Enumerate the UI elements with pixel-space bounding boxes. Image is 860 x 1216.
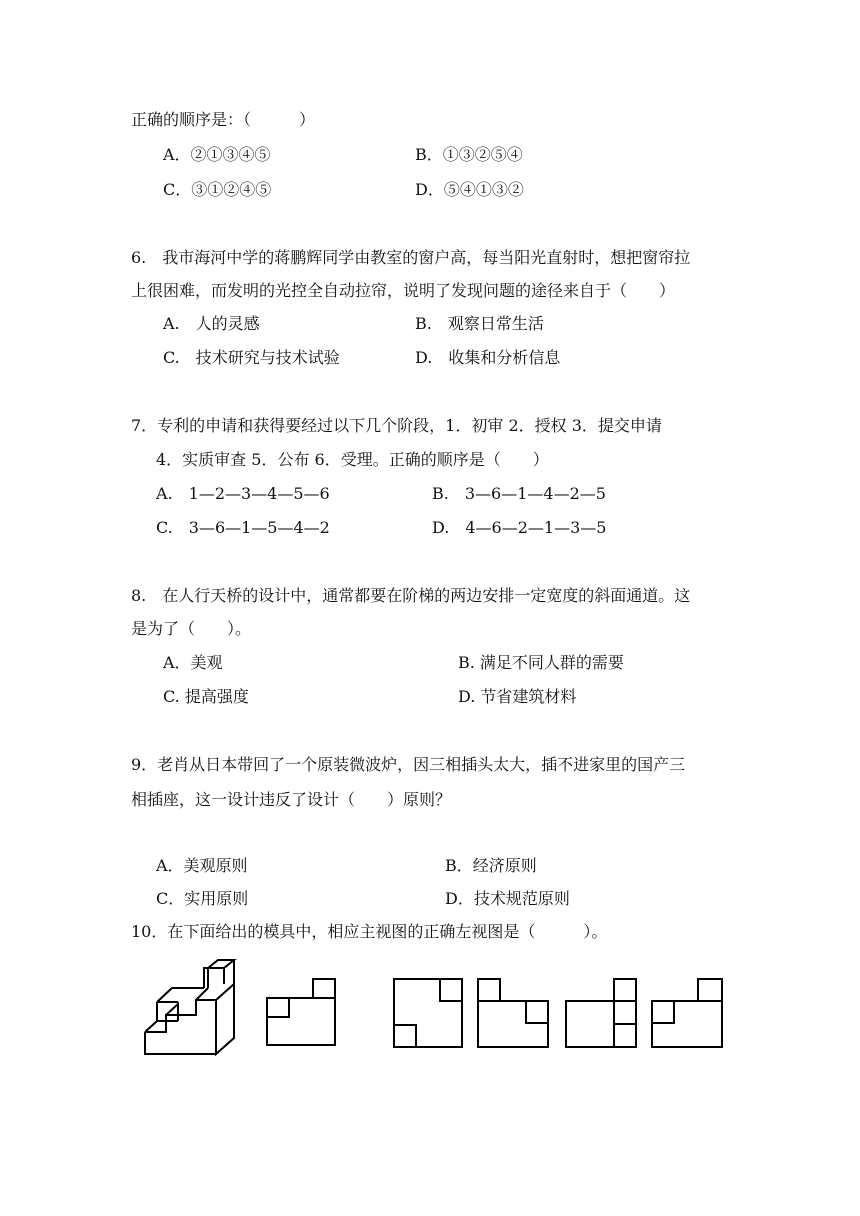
q6-option-a[interactable]: A. 人的灵感 [163, 314, 260, 333]
q5-option-a[interactable]: A．②①③④⑤ [163, 145, 271, 164]
q6-stem-line1: 6. 我市海河中学的蒋鹏辉同学由教室的窗户高，每当阳光直射时，想把窗帘拉 [131, 248, 691, 267]
q8-option-a[interactable]: A．美观 [163, 653, 223, 672]
q7-option-d[interactable]: D. 4—6—2—1—3—5 [432, 518, 607, 537]
q8-option-c[interactable]: C. 提高强度 [163, 687, 249, 706]
q10-stem: 10．在下面给出的模具中，相应主视图的正确左视图是（ ）。 [131, 922, 608, 941]
mold-isometric-figure [142, 958, 242, 1058]
left-view-option-3-figure[interactable] [564, 977, 638, 1049]
q9-option-c[interactable]: C．实用原则 [156, 889, 249, 908]
front-view-figure [265, 977, 337, 1047]
q5-option-b[interactable]: B．①③②⑤④ [415, 145, 523, 164]
left-view-option-1-figure[interactable] [392, 977, 464, 1049]
q7-option-c[interactable]: C. 3—6—1—5—4—2 [156, 518, 330, 537]
q9-option-d[interactable]: D．技术规范原则 [445, 889, 570, 908]
q7-stem-line2: 4．实质审查 5．公布 6．受理。正确的顺序是（ ） [156, 450, 549, 469]
q6-stem-line2: 上很困难，而发明的光控全自动拉帘，说明了发现问题的途径来自于（ ） [131, 281, 676, 300]
q7-option-b[interactable]: B. 3—6—1—4—2—5 [432, 484, 606, 503]
q9-stem-line2: 相插座，这一设计违反了设计（ ）原则？ [131, 790, 452, 809]
q9-stem-line1: 9．老肖从日本带回了一个原装微波炉，因三相插头太大，插不进家里的国产三 [131, 755, 686, 774]
q5-option-c[interactable]: C．③①②④⑤ [163, 180, 272, 199]
q9-option-b[interactable]: B．经济原则 [445, 856, 537, 875]
q8-option-d[interactable]: D. 节省建筑材料 [458, 687, 577, 706]
q5-stem-tail: 正确的顺序是：（ ） [131, 110, 316, 129]
q7-option-a[interactable]: A. 1—2—3—4—5—6 [156, 484, 330, 503]
left-view-option-2-figure[interactable] [476, 977, 550, 1049]
q9-option-a[interactable]: A．美观原则 [156, 856, 248, 875]
q8-stem-line2: 是为了（ ）。 [131, 619, 252, 638]
q8-option-b[interactable]: B. 满足不同人群的需要 [458, 653, 624, 672]
q8-stem-line1: 8. 在人行天桥的设计中，通常都要在阶梯的两边安排一定宽度的斜面通道。这 [131, 586, 691, 605]
left-view-option-4-figure[interactable] [650, 977, 724, 1049]
q6-option-b[interactable]: B. 观察日常生活 [415, 314, 544, 333]
q6-option-c[interactable]: C. 技术研究与技术试验 [163, 348, 340, 367]
q7-stem-line1: 7．专利的申请和获得要经过以下几个阶段，1．初审 2．授权 3．提交申请 [131, 416, 662, 435]
q5-option-d[interactable]: D．⑤④①③② [415, 180, 524, 199]
q6-option-d[interactable]: D. 收集和分析信息 [415, 348, 561, 367]
